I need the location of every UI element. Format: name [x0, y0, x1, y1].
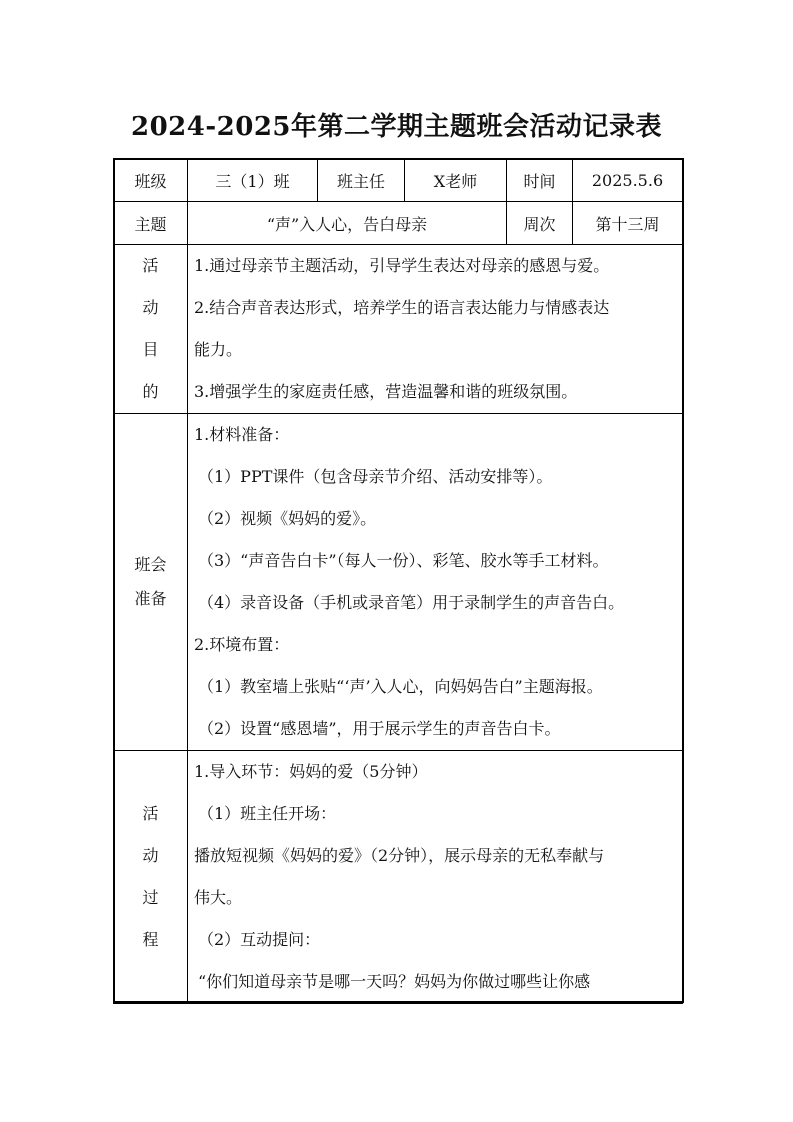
process-row	[114, 751, 683, 1004]
process-label-char: 程	[142, 930, 159, 949]
theme-label: 主题	[114, 202, 188, 245]
purpose-label-char: 目	[142, 340, 159, 359]
time-label: 时间	[507, 159, 573, 202]
record-table	[113, 158, 683, 1004]
preparation-content	[188, 414, 683, 751]
preparation-line: （2）视频《妈妈的爱》。	[198, 509, 377, 528]
purpose-line: 能力。	[194, 340, 243, 359]
purpose-label-char: 动	[142, 298, 159, 317]
info-row	[114, 159, 683, 202]
process-content	[188, 751, 683, 1004]
purpose-label-char: 活	[142, 256, 159, 275]
process-line: 播放短视频《妈妈的爱》（2分钟），展示母亲的无私奉献与	[194, 846, 605, 865]
preparation-line: （4）录音设备（手机或录音笔）用于录制学生的声音告白。	[198, 593, 625, 612]
process-line: （2）互动提问：	[198, 930, 321, 949]
process-line: 伟大。	[194, 888, 243, 907]
week-value: 第十三周	[573, 202, 683, 245]
purpose-line: 1.通过母亲节主题活动，引导学生表达对母亲的感恩与爱。	[194, 256, 610, 275]
process-line: 1.导入环节：妈妈的爱（5分钟）	[194, 762, 428, 781]
preparation-label-line: 班会	[134, 555, 167, 574]
purpose-line: 2.结合声音表达形式，培养学生的语言表达能力与情感表达	[194, 298, 610, 317]
process-line: （1）班主任开场：	[198, 804, 337, 823]
preparation-line: （2）设置“感恩墙”，用于展示学生的声音告白卡。	[198, 719, 561, 738]
preparation-row	[114, 414, 683, 751]
preparation-line: （1）教室墙上张贴“‘声’入人心，向妈妈告白”主题海报。	[198, 677, 603, 696]
purpose-line: 3.增强学生的家庭责任感，营造温馨和谐的班级氛围。	[194, 382, 578, 401]
theme-value: “声”入人心，告白母亲	[188, 202, 507, 245]
class-label: 班级	[114, 159, 188, 202]
teacher-value: X老师	[405, 159, 507, 202]
document-title: 2024-2025年第二学期主题班会活动记录表	[130, 112, 663, 142]
preparation-label	[114, 414, 188, 751]
preparation-line: （3）“声音告白卡”（每人一份）、彩笔、胶水等手工材料。	[198, 551, 609, 570]
preparation-label-line: 准备	[134, 589, 167, 608]
purpose-label-char: 的	[142, 382, 159, 401]
class-value: 三（1）班	[188, 159, 318, 202]
process-line: “你们知道母亲节是哪一天吗？妈妈为你做过哪些让你感	[198, 972, 591, 991]
preparation-line: 1.材料准备：	[194, 425, 290, 444]
purpose-content	[188, 245, 683, 414]
preparation-line: （1）PPT课件（包含母亲节介绍、活动安排等）。	[198, 467, 553, 486]
purpose-label	[114, 245, 188, 414]
preparation-line: 2.环境布置：	[194, 635, 290, 654]
process-label	[114, 751, 188, 1004]
week-label: 周次	[507, 202, 573, 245]
theme-row	[114, 202, 683, 245]
time-value: 2025.5.6	[573, 159, 683, 202]
purpose-row	[114, 245, 683, 414]
teacher-label: 班主任	[318, 159, 405, 202]
process-label-char: 过	[142, 888, 159, 907]
process-label-char: 动	[142, 846, 159, 865]
process-label-char: 活	[142, 804, 159, 823]
